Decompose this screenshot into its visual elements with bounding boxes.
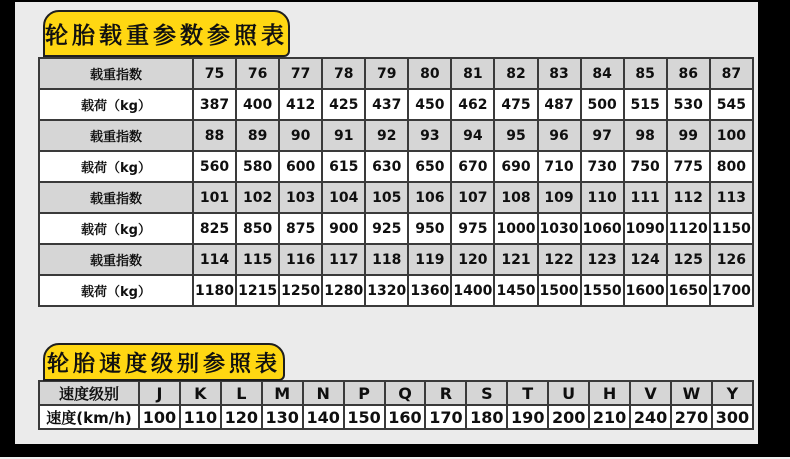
value-cell: 109 — [538, 182, 581, 213]
value-cell: 95 — [494, 120, 537, 151]
value-cell: 83 — [538, 58, 581, 89]
row-label: 速度级别 — [39, 381, 139, 405]
value-cell: 79 — [365, 58, 408, 89]
value-cell: 710 — [538, 151, 581, 182]
value-cell: 180 — [466, 405, 507, 429]
row-label: 载重指数 — [39, 58, 193, 89]
value-cell: 97 — [581, 120, 624, 151]
table-row — [39, 89, 753, 120]
row-label: 载重指数 — [39, 244, 193, 275]
value-cell: 86 — [667, 58, 710, 89]
value-cell: 92 — [365, 120, 408, 151]
value-cell: 170 — [425, 405, 466, 429]
value-cell: 122 — [538, 244, 581, 275]
value-cell: 108 — [494, 182, 537, 213]
value-cell: 1000 — [494, 213, 537, 244]
value-cell: 560 — [193, 151, 236, 182]
value-cell: 77 — [279, 58, 322, 89]
value-cell: 210 — [589, 405, 630, 429]
value-cell: 437 — [365, 89, 408, 120]
value-cell: 93 — [408, 120, 451, 151]
value-cell: V — [630, 381, 671, 405]
value-cell: 88 — [193, 120, 236, 151]
table-row — [39, 275, 753, 306]
value-cell: 850 — [236, 213, 279, 244]
value-cell: 82 — [494, 58, 537, 89]
value-cell: 240 — [630, 405, 671, 429]
value-cell: 113 — [710, 182, 753, 213]
value-cell: 123 — [581, 244, 624, 275]
value-cell: 900 — [322, 213, 365, 244]
value-cell: 94 — [451, 120, 494, 151]
value-cell: 530 — [667, 89, 710, 120]
row-label: 载荷（kg） — [39, 275, 193, 306]
value-cell: 450 — [408, 89, 451, 120]
value-cell: 775 — [667, 151, 710, 182]
value-cell: 630 — [365, 151, 408, 182]
value-cell: 81 — [451, 58, 494, 89]
value-cell: Q — [385, 381, 426, 405]
value-cell: P — [344, 381, 385, 405]
value-cell: 1700 — [710, 275, 753, 306]
value-cell: 950 — [408, 213, 451, 244]
value-cell: 96 — [538, 120, 581, 151]
value-cell: 1320 — [365, 275, 408, 306]
value-cell: L — [221, 381, 262, 405]
value-cell: 1500 — [538, 275, 581, 306]
value-cell: 975 — [451, 213, 494, 244]
value-cell: 1450 — [494, 275, 537, 306]
value-cell: 1250 — [279, 275, 322, 306]
value-cell: 112 — [667, 182, 710, 213]
value-cell: 300 — [712, 405, 753, 429]
value-cell: 1090 — [624, 213, 667, 244]
value-cell: 78 — [322, 58, 365, 89]
value-cell: 130 — [262, 405, 303, 429]
value-cell: 580 — [236, 151, 279, 182]
value-cell: 1150 — [710, 213, 753, 244]
value-cell: 160 — [385, 405, 426, 429]
value-cell: 119 — [408, 244, 451, 275]
value-cell: 99 — [667, 120, 710, 151]
speed-table — [38, 380, 754, 430]
value-cell: 925 — [365, 213, 408, 244]
value-cell: 121 — [494, 244, 537, 275]
value-cell: 1550 — [581, 275, 624, 306]
value-cell: 615 — [322, 151, 365, 182]
value-cell: 200 — [548, 405, 589, 429]
row-label: 载荷（kg） — [39, 151, 193, 182]
table-row — [39, 405, 753, 429]
value-cell: R — [425, 381, 466, 405]
value-cell: 110 — [180, 405, 221, 429]
value-cell: W — [671, 381, 712, 405]
value-cell: 475 — [494, 89, 537, 120]
value-cell: 1400 — [451, 275, 494, 306]
value-cell: 100 — [710, 120, 753, 151]
value-cell: 670 — [451, 151, 494, 182]
speed-table-title-badge — [43, 343, 285, 381]
load-table — [38, 57, 754, 307]
value-cell: 1360 — [408, 275, 451, 306]
value-cell: 111 — [624, 182, 667, 213]
value-cell: 120 — [451, 244, 494, 275]
table-row — [39, 120, 753, 151]
value-cell: 150 — [344, 405, 385, 429]
value-cell: J — [139, 381, 180, 405]
value-cell: 125 — [667, 244, 710, 275]
value-cell: 107 — [451, 182, 494, 213]
row-label: 载重指数 — [39, 120, 193, 151]
value-cell: 80 — [408, 58, 451, 89]
value-cell: 690 — [494, 151, 537, 182]
load-table-title-badge — [43, 10, 290, 57]
value-cell: 114 — [193, 244, 236, 275]
value-cell: 515 — [624, 89, 667, 120]
value-cell: 104 — [322, 182, 365, 213]
value-cell: 120 — [221, 405, 262, 429]
value-cell: K — [180, 381, 221, 405]
value-cell: 89 — [236, 120, 279, 151]
value-cell: 750 — [624, 151, 667, 182]
value-cell: T — [507, 381, 548, 405]
value-cell: 87 — [710, 58, 753, 89]
value-cell: 75 — [193, 58, 236, 89]
load-table-title: 轮胎载重参数参照表 — [45, 23, 288, 49]
value-cell: 1215 — [236, 275, 279, 306]
table-row — [39, 244, 753, 275]
value-cell: 825 — [193, 213, 236, 244]
value-cell: 387 — [193, 89, 236, 120]
value-cell: 730 — [581, 151, 624, 182]
table-row — [39, 151, 753, 182]
value-cell: 650 — [408, 151, 451, 182]
value-cell: 101 — [193, 182, 236, 213]
table-row — [39, 58, 753, 89]
value-cell: 412 — [279, 89, 322, 120]
value-cell: 118 — [365, 244, 408, 275]
value-cell: 600 — [279, 151, 322, 182]
row-label: 载荷（kg） — [39, 89, 193, 120]
value-cell: 117 — [322, 244, 365, 275]
value-cell: 487 — [538, 89, 581, 120]
value-cell: U — [548, 381, 589, 405]
value-cell: 875 — [279, 213, 322, 244]
value-cell: 500 — [581, 89, 624, 120]
value-cell: N — [303, 381, 344, 405]
value-cell: 140 — [303, 405, 344, 429]
value-cell: H — [589, 381, 630, 405]
value-cell: 1280 — [322, 275, 365, 306]
value-cell: 102 — [236, 182, 279, 213]
table-row — [39, 213, 753, 244]
value-cell: 98 — [624, 120, 667, 151]
table-row — [39, 381, 753, 405]
row-label: 速度(km/h) — [39, 405, 139, 429]
value-cell: 115 — [236, 244, 279, 275]
value-cell: 110 — [581, 182, 624, 213]
value-cell: 91 — [322, 120, 365, 151]
value-cell: 190 — [507, 405, 548, 429]
value-cell: 116 — [279, 244, 322, 275]
table-row — [39, 182, 753, 213]
value-cell: 106 — [408, 182, 451, 213]
value-cell: 1120 — [667, 213, 710, 244]
value-cell: 400 — [236, 89, 279, 120]
value-cell: 85 — [624, 58, 667, 89]
value-cell: M — [262, 381, 303, 405]
value-cell: S — [466, 381, 507, 405]
value-cell: 1650 — [667, 275, 710, 306]
value-cell: 1030 — [538, 213, 581, 244]
value-cell: 545 — [710, 89, 753, 120]
value-cell: 124 — [624, 244, 667, 275]
value-cell: Y — [712, 381, 753, 405]
value-cell: 76 — [236, 58, 279, 89]
row-label: 载荷（kg） — [39, 213, 193, 244]
value-cell: 84 — [581, 58, 624, 89]
value-cell: 1180 — [193, 275, 236, 306]
value-cell: 100 — [139, 405, 180, 429]
content-page — [15, 2, 758, 444]
value-cell: 1600 — [624, 275, 667, 306]
value-cell: 126 — [710, 244, 753, 275]
value-cell: 425 — [322, 89, 365, 120]
value-cell: 462 — [451, 89, 494, 120]
value-cell: 800 — [710, 151, 753, 182]
value-cell: 105 — [365, 182, 408, 213]
speed-table-title: 轮胎速度级别参照表 — [46, 351, 281, 377]
value-cell: 1060 — [581, 213, 624, 244]
value-cell: 103 — [279, 182, 322, 213]
row-label: 载重指数 — [39, 182, 193, 213]
value-cell: 270 — [671, 405, 712, 429]
value-cell: 90 — [279, 120, 322, 151]
